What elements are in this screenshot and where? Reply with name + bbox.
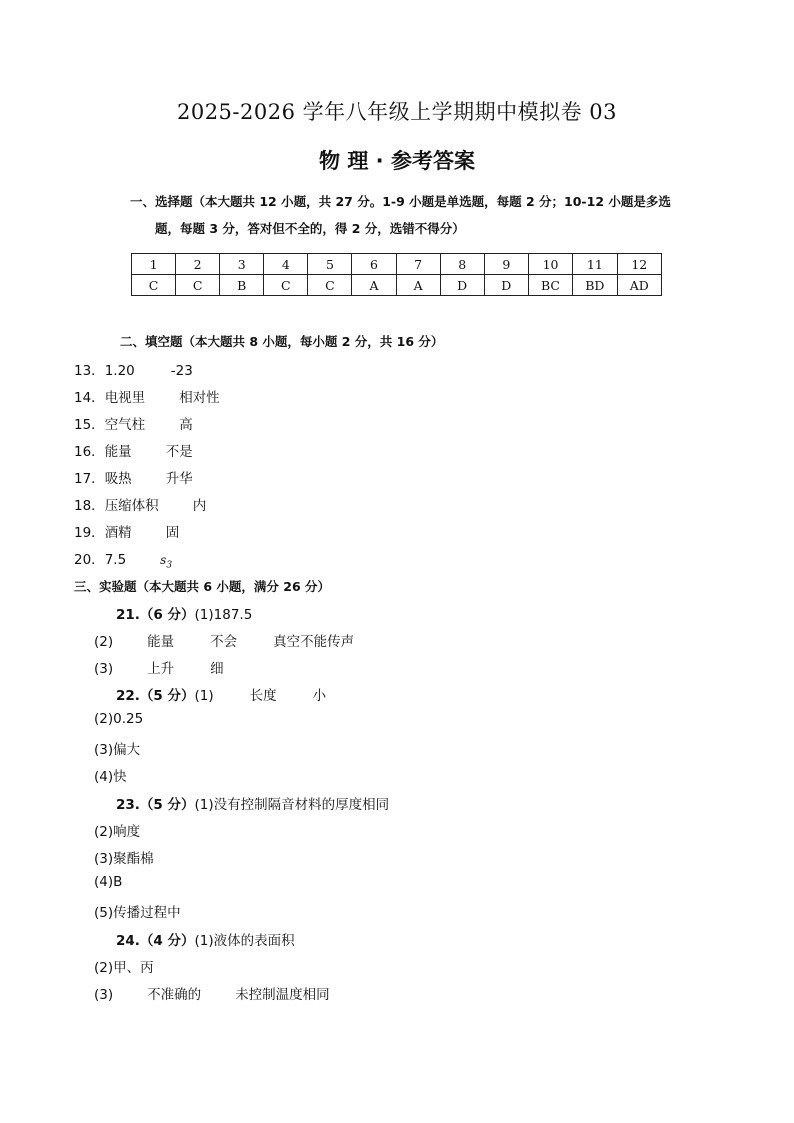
answer-cell: B [220,275,264,296]
fill-item-15 [74,413,193,433]
answer-a: 吸热 [104,471,132,487]
fill-item-14 [74,386,220,406]
answer-cell: D [484,275,528,296]
question-number: 9 [484,254,528,275]
item-number: 14． [74,390,105,406]
answer-table-number-row [132,254,662,275]
part-1: (1)187.5 [194,607,253,623]
answer-a: 酒精 [104,525,132,541]
question-score: （5 分） [139,797,195,813]
section2-heading: 二、填空题（本大题共 8 小题，每小题 2 分，共 16 分） [120,334,444,349]
fill-item-18 [74,494,206,514]
question-23-part-2: (2)响度 [94,824,141,840]
answer-a: 能量 [104,444,132,460]
item-number: 15． [74,417,105,433]
item-number: 19． [74,525,105,541]
question-23-part-3: (3)聚酯棉 [94,851,154,867]
question-number: 11 [573,254,617,275]
question-label: 24. [116,933,140,949]
question-23 [116,793,389,813]
item-number: 20． [74,552,105,568]
part-1: (1)液体的表面积 [194,933,295,949]
symbol-var: s [160,553,167,567]
question-number: 4 [264,254,308,275]
answer-b: 内 [192,498,207,514]
answer-cell: A [352,275,396,296]
question-score: （5 分） [139,688,195,704]
item-number: 16． [74,444,105,460]
answer-cell: D [440,275,484,296]
question-22-part-2: (2)0.25 [94,711,144,727]
fill-item-16 [74,440,193,460]
answer-b: 固 [165,525,180,541]
section3-heading: 三、实验题（本大题共 6 小题，满分 26 分） [74,579,331,594]
answer-cell: C [132,275,176,296]
question-label: 22. [116,688,140,704]
question-22-part-3: (3)偏大 [94,742,141,758]
answer-cell: AD [617,275,661,296]
answer: 上升 [147,661,175,677]
item-number: 13． [74,363,105,379]
answer-cell: BD [573,275,617,296]
answer-cell: BC [528,275,572,296]
question-number: 12 [617,254,661,275]
part-number: (2) [94,634,114,650]
question-24-part-2: (2)甲、丙 [94,960,154,976]
answer-b: 相对性 [179,390,220,406]
question-number: 10 [528,254,572,275]
question-21-part-3 [94,657,224,677]
answer-table-answer-row [132,275,662,296]
question-number: 3 [220,254,264,275]
section1-heading-line2: 题，每题 3 分，答对但不全的，得 2 分，选错不得分） [155,221,465,236]
question-21 [116,603,252,623]
section1-heading-line1: 一、选择题（本大题共 12 小题，共 27 分。1-9 小题是单选题，每题 2 分；10-12 小题是多选 [130,194,671,209]
question-22-part-4: (4)快 [94,769,127,785]
answer: 小 [312,688,327,704]
question-24-part-3 [94,983,330,1003]
answer-a: 1.20 [104,363,135,379]
section1-heading [130,188,730,242]
question-score: （4 分） [139,933,195,949]
fill-item-13 [74,359,193,379]
answer-a: 压缩体积 [104,498,159,514]
answer-b: 不是 [165,444,193,460]
answer-table [131,253,662,296]
document-subtitle: 物 理 · 参考答案 [319,149,475,173]
answer: 长度 [249,688,277,704]
answer: 不准确的 [147,987,202,1003]
answer: 不会 [210,634,238,650]
item-number: 18． [74,498,105,514]
fill-item-19 [74,521,179,541]
question-24 [116,929,295,949]
answer-b: 升华 [165,471,193,487]
question-label: 21. [116,607,140,623]
answer-b-symbol [160,553,173,571]
part-1: (1)没有控制隔音材料的厚度相同 [194,797,390,813]
question-21-part-2 [94,630,354,650]
fill-item-20 [74,548,172,570]
question-22 [116,684,326,704]
item-number: 17． [74,471,105,487]
question-23-part-5: (5)传播过程中 [94,905,181,921]
fill-item-17 [74,467,193,487]
answer-a: 7.5 [104,552,127,568]
answer: 能量 [147,634,175,650]
answer: 真空不能传声 [273,634,355,650]
answer-cell: C [176,275,220,296]
answer-cell: C [264,275,308,296]
answer-cell: A [396,275,440,296]
question-number: 8 [440,254,484,275]
answer: 细 [210,661,224,677]
question-number: 7 [396,254,440,275]
part-number: (3) [94,987,114,1003]
answer-a: 电视里 [104,390,146,406]
symbol-sub: 3 [166,560,173,571]
question-number: 2 [176,254,220,275]
part-number: (1) [194,688,214,704]
question-label: 23. [116,797,140,813]
answer: 未控制温度相同 [235,987,330,1003]
answer-b: 高 [179,417,193,433]
question-23-part-4: (4)B [94,874,123,890]
answer-cell: C [308,275,352,296]
part-number: (3) [94,661,114,677]
question-number: 5 [308,254,352,275]
answer-a: 空气柱 [104,417,146,433]
question-score: （6 分） [139,607,195,623]
document-title: 2025-2026 学年八年级上学期期中模拟卷 03 [176,100,618,124]
question-number: 1 [132,254,176,275]
question-number: 6 [352,254,396,275]
answer-b: -23 [170,363,193,379]
